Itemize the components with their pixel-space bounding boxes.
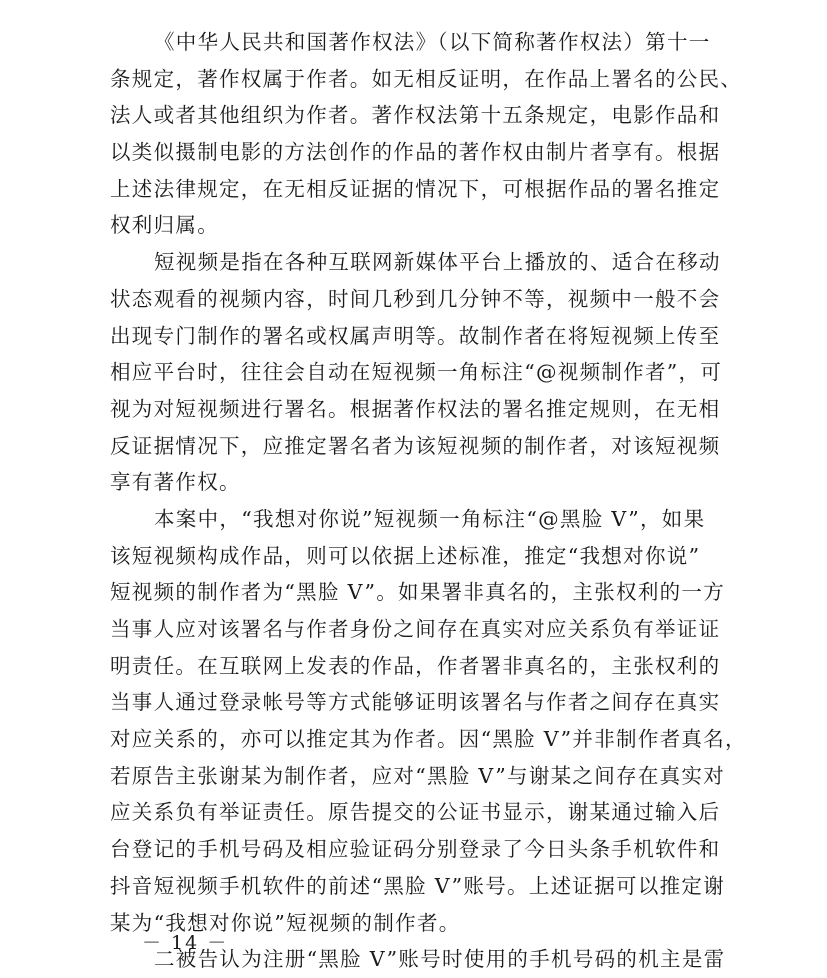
paragraph-2-line-2: 状态观看的视频内容，时间几秒到几分钟不等，视频中一般不会 xyxy=(110,286,721,311)
paragraph-3-line-7: 对应关系的，亦可以推定其为作者。因“黑脸 V”并非制作者真名， xyxy=(110,727,747,752)
paragraph-3-line-3: 短视频的制作者为“黑脸 V”。如果署非真名的，主张权利的一方 xyxy=(110,580,726,605)
document-body xyxy=(110,24,750,978)
paragraph-3-line-2: 该短视频构成作品，则可以依据上述标准，推定“我想对你说” xyxy=(110,543,701,568)
paragraph-2-line-6: 反证据情况下，应推定署名者为该短视频的制作者，对该短视频 xyxy=(110,433,721,458)
paragraph-3-line-12: 某为“我想对你说”短视频的制作者。 xyxy=(110,910,461,935)
paragraph-3-line-5: 明责任。在互联网上发表的作品，作者署非真名的，主张权利的 xyxy=(110,653,721,678)
paragraph-2-line-4: 相应平台时，往往会自动在短视频一角标注“@视频制作者”，可 xyxy=(110,360,723,385)
paragraph-2-line-3: 出现专门制作的署名或权属声明等。故制作者在将短视频上传至 xyxy=(110,323,721,348)
paragraph-1-line-1: 《中华人民共和国著作权法》（以下简称著作权法）第十一 xyxy=(154,30,711,54)
paragraph-2-line-7: 享有著作权。 xyxy=(110,470,241,495)
paragraph-1-line-6: 权利归属。 xyxy=(110,213,219,238)
paragraph-1-line-3: 法人或者其他组织为作者。著作权法第十五条规定，电影作品和 xyxy=(110,103,721,128)
paragraph-4-line-1: 二被告认为注册“黑脸 V”账号时使用的手机号码的机主是雷 xyxy=(154,947,726,972)
paragraph-3-line-11: 抖音短视频手机软件的前述“黑脸 V”账号。上述证据可以推定谢 xyxy=(110,873,726,898)
paragraph-3-line-6: 当事人通过登录帐号等方式能够证明该署名与作者之间存在真实 xyxy=(110,690,721,715)
paragraph-3-line-9: 应关系负有举证责任。原告提交的公证书显示，谢某通过输入后 xyxy=(110,800,721,825)
paragraph-1-line-5: 上述法律规定，在无相反证据的情况下，可根据作品的署名推定 xyxy=(110,176,721,201)
paragraph-3-line-4: 当事人应对该署名与作者身份之间存在真实对应关系负有举证证 xyxy=(110,617,721,641)
paragraph-1-line-4: 以类似摄制电影的方法创作的作品的著作权由制片者享有。根据 xyxy=(110,140,721,165)
paragraph-2-line-1: 短视频是指在各种互联网新媒体平台上播放的、适合在移动 xyxy=(154,250,721,275)
paragraph-3-line-8: 若原告主张谢某为制作者，应对“黑脸 V”与谢某之间存在真实对 xyxy=(110,763,726,788)
paragraph-2-line-5: 视为对短视频进行署名。根据著作权法的署名推定规则，在无相 xyxy=(110,396,721,421)
page-number: － 14 － xyxy=(142,932,229,954)
paragraph-3-line-10: 台登记的手机号码及相应验证码分别登录了今日头条手机软件和 xyxy=(110,837,721,862)
paragraph-3-line-1: 本案中，“我想对你说”短视频一角标注“@黑脸 V”，如果 xyxy=(154,506,706,531)
paragraph-1-line-2: 条规定，著作权属于作者。如无相反证明，在作品上署名的公民、 xyxy=(110,66,743,91)
